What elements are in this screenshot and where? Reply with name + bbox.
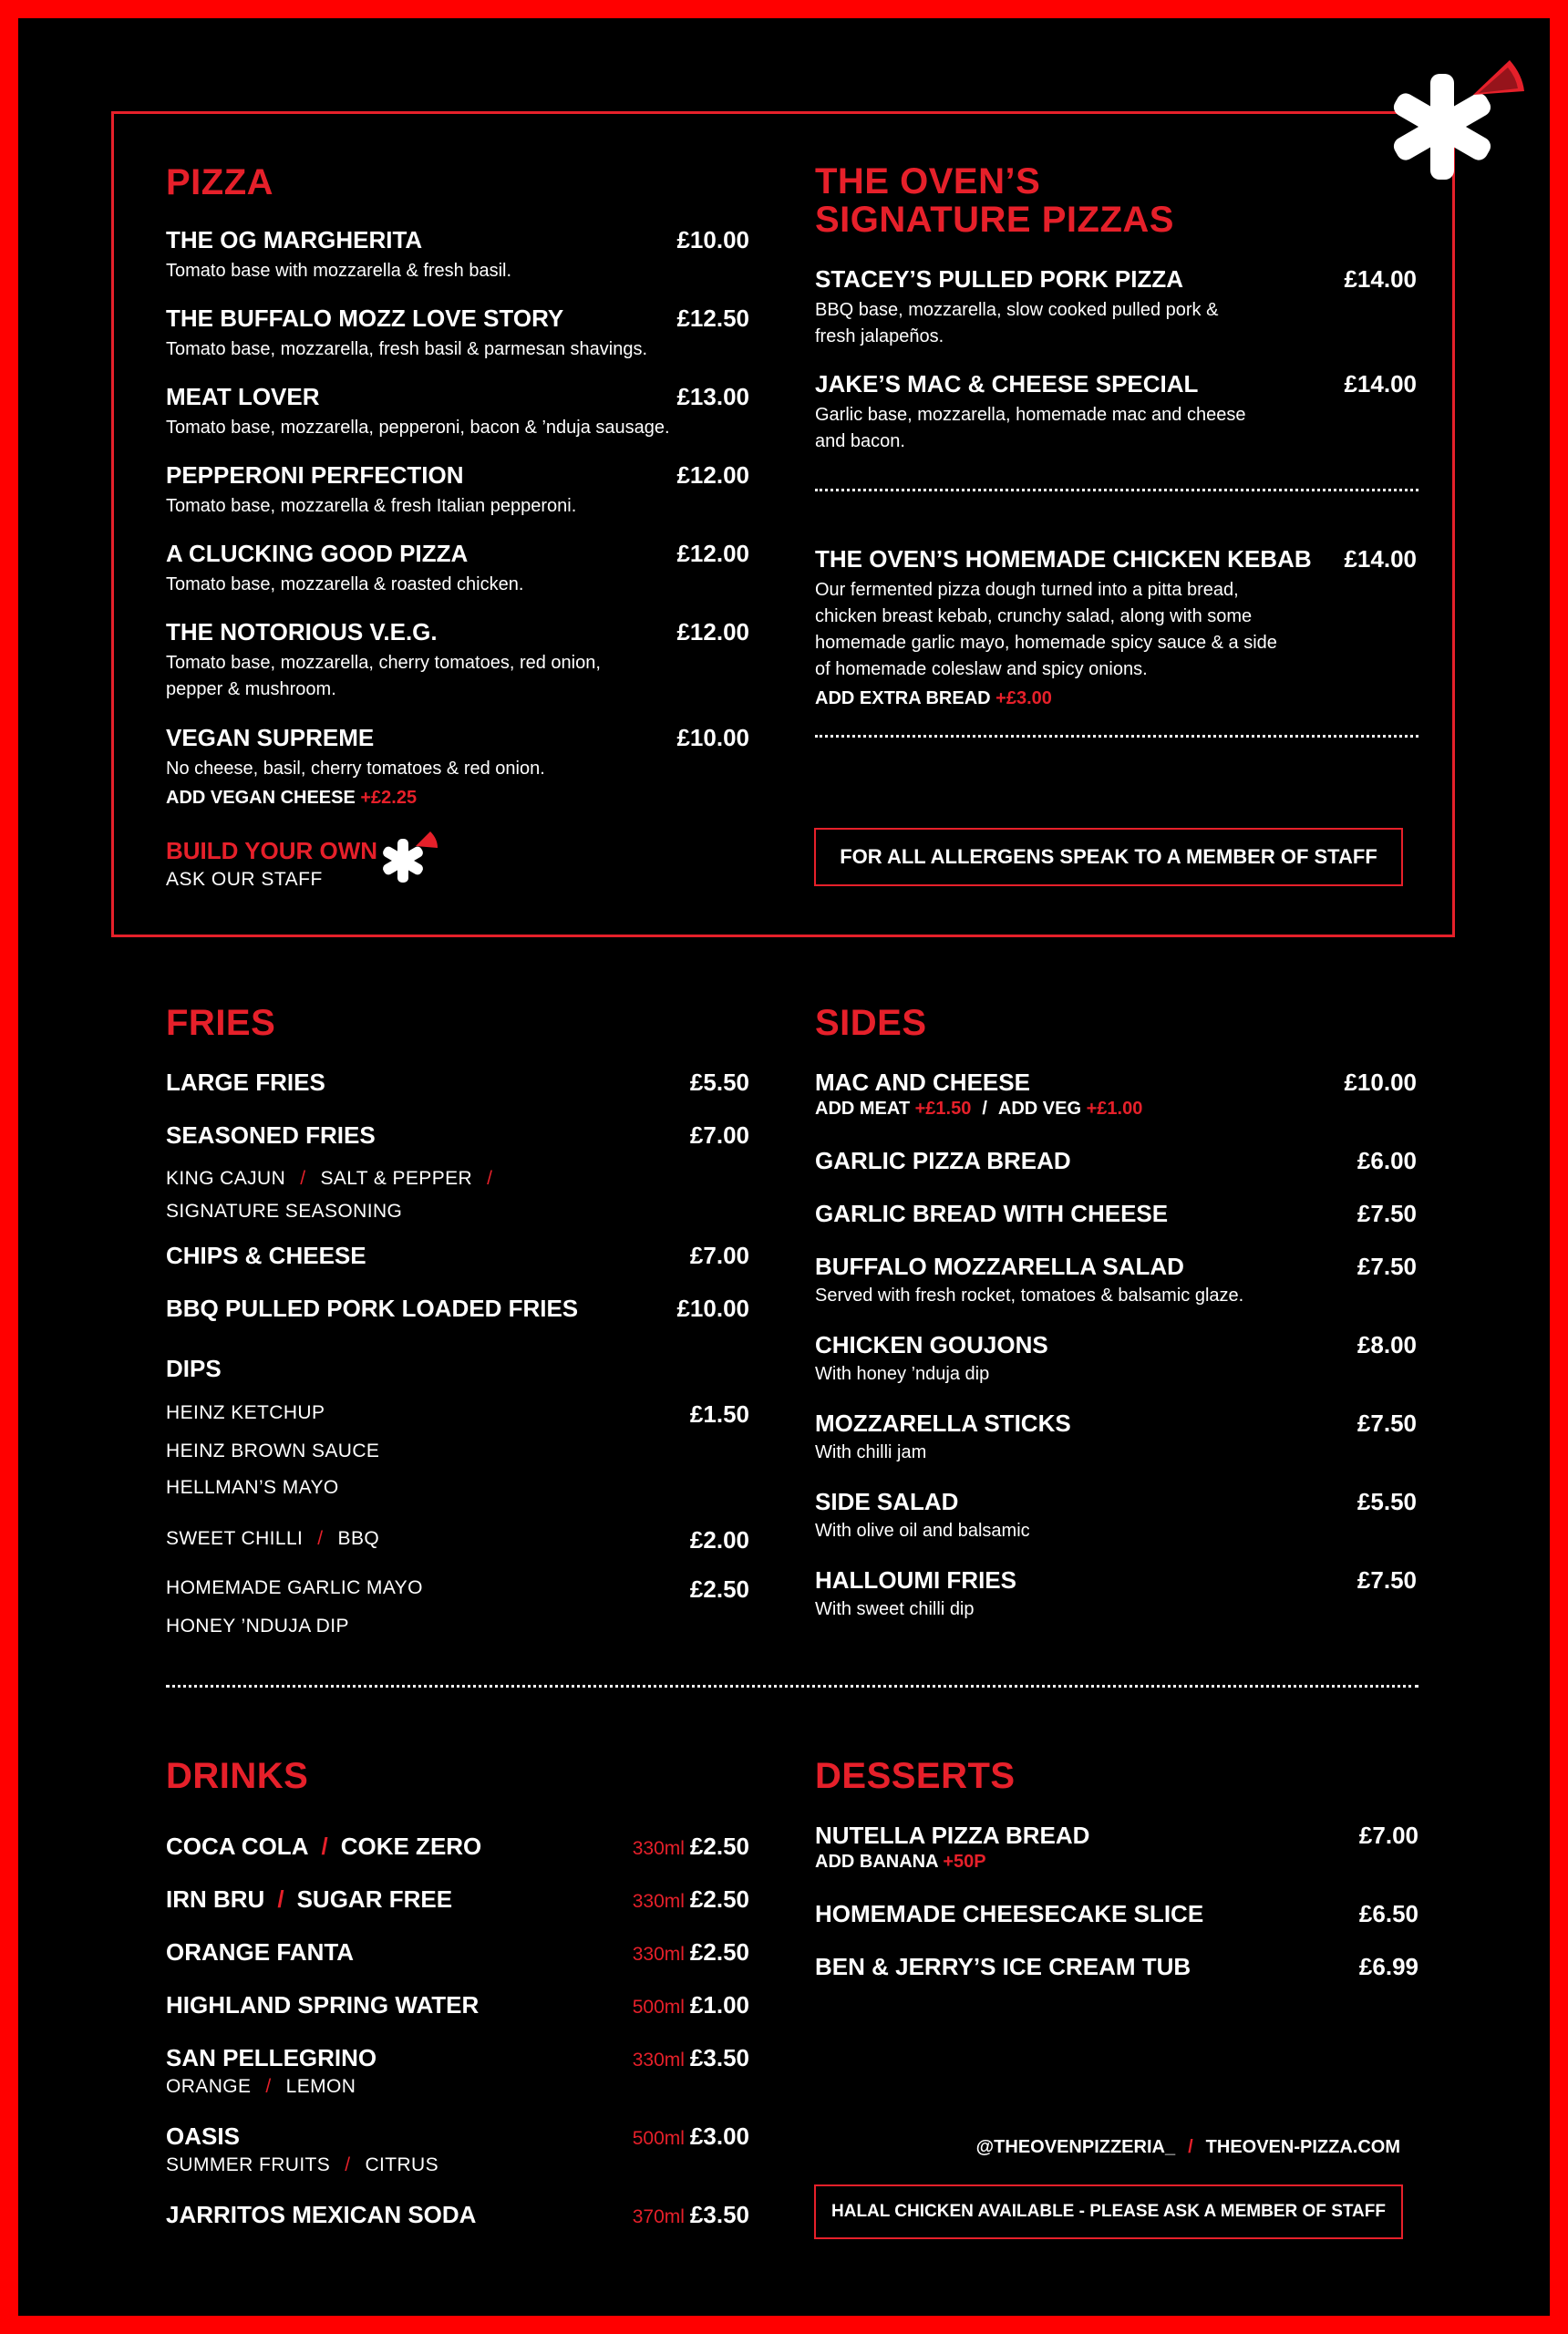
build-your-own xyxy=(166,837,377,891)
item-price: £13.00 xyxy=(676,383,749,410)
item-price: £14.00 xyxy=(1344,545,1417,573)
item-price: £6.50 xyxy=(1358,1900,1418,1927)
menu-page xyxy=(18,18,1550,2316)
sides-item xyxy=(815,1566,1417,1623)
option: SALT & PEPPER xyxy=(320,1168,473,1189)
option: SWEET CHILLI xyxy=(166,1528,304,1549)
drink-item xyxy=(166,2044,749,2098)
item-desc: Served with fresh rocket, tomatoes & balsamic glaze. xyxy=(815,1286,1244,1306)
drink-item xyxy=(166,1833,749,1861)
build-sub: ASK OUR STAFF xyxy=(166,869,323,890)
item-name: HIGHLAND SPRING WATER xyxy=(166,1991,480,2019)
item-price: £5.50 xyxy=(689,1069,749,1096)
option: BBQ xyxy=(337,1528,380,1549)
item-name: THE OVEN’S HOMEMADE CHICKEN KEBAB xyxy=(815,545,1312,573)
mac-addons: ADD MEAT +£1.50 / ADD VEG +£1.00 xyxy=(815,1099,1143,1119)
item-name: JAKE’S MAC & CHEESE SPECIAL xyxy=(815,370,1199,398)
item-price: £7.50 xyxy=(1357,1566,1417,1594)
social-handle[interactable]: @THEOVENPIZZERIA_ xyxy=(975,2137,1176,2157)
dip-row xyxy=(166,1526,749,1554)
item-name: SAN PELLEGRINO xyxy=(166,2044,377,2071)
drink-item xyxy=(166,1991,749,2019)
addon-label: ADD EXTRA BREAD xyxy=(815,688,991,708)
vegan-addon xyxy=(166,788,749,809)
item-name: MEAT LOVER xyxy=(166,383,320,410)
item-name: LARGE FRIES xyxy=(166,1069,325,1096)
drink-size: 330ml xyxy=(632,2050,685,2071)
dotted-divider xyxy=(166,1685,1418,1688)
drink-options: SUMMER FRUITS / CITRUS xyxy=(166,2154,439,2175)
item-desc: Our fermented pizza dough turned into a pitta bread, chicken breast kebab, crunchy salad, along with some homemade garlic mayo, homemade spicy sauce & a side of homemade coleslaw and spicy onions. xyxy=(815,580,1277,679)
item-price: £1.00 xyxy=(689,1991,749,2019)
item-desc: With sweet chilli dip xyxy=(815,1599,975,1619)
option: CITRUS xyxy=(365,2154,439,2175)
option: KING CAJUN xyxy=(166,1168,286,1189)
item-desc: With olive oil and balsamic xyxy=(815,1521,1030,1541)
item-name: BUFFALO MOZZARELLA SALAD xyxy=(815,1253,1184,1280)
banana-addon xyxy=(815,1852,1418,1873)
desserts-heading: DESSERTS xyxy=(815,1756,1016,1796)
item-desc: With honey ’nduja dip xyxy=(815,1364,990,1384)
dip-price: £1.50 xyxy=(689,1400,749,1428)
halal-notice: HALAL CHICKEN AVAILABLE - PLEASE ASK A MEMBER OF STAFF xyxy=(814,2184,1403,2239)
website-link[interactable]: THEOVEN-PIZZA.COM xyxy=(1205,2137,1400,2157)
item-price: £12.00 xyxy=(676,618,749,645)
item-price: £7.50 xyxy=(1357,1410,1417,1437)
fries-item xyxy=(166,1295,749,1323)
addon-label: ADD BANANA xyxy=(815,1852,938,1872)
dessert-item xyxy=(815,1953,1418,1981)
drink-size: 370ml xyxy=(632,2206,685,2227)
item-name: CHICKEN GOUJONS xyxy=(815,1331,1048,1358)
item-price: £14.00 xyxy=(1344,265,1417,293)
addon-price: +£1.00 xyxy=(1086,1099,1143,1119)
seasoning-options: KING CAJUN / SALT & PEPPER / SIGNATURE SEASONING xyxy=(166,1168,493,1222)
item-name: ORANGE FANTA xyxy=(166,1938,355,1966)
pizza-heading: PIZZA xyxy=(166,162,274,202)
option: SIGNATURE SEASONING xyxy=(166,1201,403,1222)
drinks-heading: DRINKS xyxy=(166,1756,309,1796)
item-price: £12.00 xyxy=(676,461,749,489)
addon-price: +£1.50 xyxy=(914,1099,972,1119)
dip-price: £2.00 xyxy=(689,1526,749,1554)
small-asterisk-icon xyxy=(377,824,441,888)
item-price: £7.50 xyxy=(1357,1200,1417,1227)
pizza-item xyxy=(166,383,749,441)
signature-item xyxy=(815,370,1417,455)
item-name: A CLUCKING GOOD PIZZA xyxy=(166,540,469,567)
dip-name: HEINZ KETCHUP xyxy=(166,1402,325,1423)
sides-item xyxy=(815,1069,1417,1120)
item-name: HALLOUMI FRIES xyxy=(815,1566,1016,1594)
item-price: £5.50 xyxy=(1357,1488,1417,1515)
addon-label: ADD MEAT xyxy=(815,1099,911,1119)
sides-item xyxy=(815,1253,1417,1309)
item-price: £10.00 xyxy=(676,724,749,751)
allergen-notice: FOR ALL ALLERGENS SPEAK TO A MEMBER OF STAFF xyxy=(814,828,1403,886)
item-name: OASIS xyxy=(166,2122,240,2150)
item-desc: Tomato base, mozzarella & roasted chicken. xyxy=(166,574,524,594)
fries-heading: FRIES xyxy=(166,1003,276,1043)
dip-row xyxy=(166,1400,749,1428)
pizza-item xyxy=(166,724,749,809)
item-price: £12.00 xyxy=(676,540,749,567)
item-name: BEN & JERRY’S ICE CREAM TUB xyxy=(815,1953,1191,1980)
item-desc: No cheese, basil, cherry tomatoes & red onion. xyxy=(166,759,545,779)
dip-name: HEINZ BROWN SAUCE xyxy=(166,1441,380,1461)
item-desc: Tomato base, mozzarella, fresh basil & parmesan shavings. xyxy=(166,339,648,359)
drink-item xyxy=(166,2122,749,2176)
option: LEMON xyxy=(285,2076,356,2097)
drink-name: IRN BRU xyxy=(166,1885,265,1913)
fries-item xyxy=(166,1121,749,1228)
item-name: MAC AND CHEESE xyxy=(815,1069,1030,1096)
item-name: SEASONED FRIES xyxy=(166,1121,376,1149)
item-name: THE OG MARGHERITA xyxy=(166,226,423,253)
item-name: HOMEMADE CHEESECAKE SLICE xyxy=(815,1900,1204,1927)
item-price: £7.00 xyxy=(1358,1822,1418,1849)
item-price: £6.00 xyxy=(1357,1147,1417,1174)
drink-size: 330ml xyxy=(632,1944,685,1965)
drink-size: 330ml xyxy=(632,1838,685,1859)
item-name: THE NOTORIOUS V.E.G. xyxy=(166,618,438,645)
drink-variant: SUGAR FREE xyxy=(296,1885,453,1913)
item-name: IRN BRU / SUGAR FREE xyxy=(166,1885,453,1913)
item-name: MOZZARELLA STICKS xyxy=(815,1410,1071,1437)
signature-heading-line2: SIGNATURE PIZZAS xyxy=(815,200,1174,240)
item-desc: Tomato base with mozzarella & fresh basil. xyxy=(166,261,512,281)
item-price: £8.00 xyxy=(1357,1331,1417,1358)
dip-price: £2.50 xyxy=(689,1575,749,1603)
item-price: £3.00 xyxy=(689,2122,749,2150)
sides-heading: SIDES xyxy=(815,1003,927,1043)
addon-label: ADD VEGAN CHEESE xyxy=(166,788,356,808)
drink-variant: COKE ZERO xyxy=(340,1833,482,1860)
dotted-divider xyxy=(815,735,1418,738)
dessert-item xyxy=(815,1822,1418,1873)
drink-size: 500ml xyxy=(632,1997,685,2018)
item-desc: With chilli jam xyxy=(815,1442,927,1462)
item-price: £10.00 xyxy=(676,226,749,253)
drink-size: 500ml xyxy=(632,2128,685,2149)
dip-name: HOMEMADE GARLIC MAYO xyxy=(166,1577,423,1598)
pizza-item xyxy=(166,461,749,520)
item-name: CHIPS & CHEESE xyxy=(166,1242,366,1269)
signature-heading-line1: THE OVEN’S xyxy=(815,161,1041,201)
item-price: £3.50 xyxy=(689,2201,749,2228)
pizza-item xyxy=(166,226,749,284)
social-links: @THEOVENPIZZERIA_ / THEOVEN-PIZZA.COM xyxy=(975,2137,1400,2157)
item-price: £2.50 xyxy=(689,1938,749,1966)
item-desc: BBQ base, mozzarella, slow cooked pulled pork & fresh jalapeños. xyxy=(815,300,1219,346)
item-name: JARRITOS MEXICAN SODA xyxy=(166,2201,477,2228)
item-name: PEPPERONI PERFECTION xyxy=(166,461,464,489)
addon-price: +50P xyxy=(943,1852,986,1872)
item-price: £12.50 xyxy=(676,305,749,332)
item-price: £7.00 xyxy=(689,1242,749,1269)
drink-item xyxy=(166,1938,749,1967)
addon-price: +£3.00 xyxy=(995,688,1052,708)
asterisk-logo-icon xyxy=(1386,40,1532,195)
item-name: BBQ PULLED PORK LOADED FRIES xyxy=(166,1295,579,1322)
dip-name: HELLMAN’S MAYO xyxy=(166,1477,339,1498)
bread-addon xyxy=(815,688,1417,709)
item-price: £7.50 xyxy=(1357,1253,1417,1280)
sides-item xyxy=(815,1147,1417,1175)
addon-price: +£2.25 xyxy=(360,788,418,808)
fries-item xyxy=(166,1069,749,1097)
sides-item xyxy=(815,1488,1417,1544)
item-price: £6.99 xyxy=(1358,1953,1418,1980)
build-title: BUILD YOUR OWN xyxy=(166,837,378,864)
drink-size: 330ml xyxy=(632,1891,685,1912)
option: SUMMER FRUITS xyxy=(166,2154,331,2175)
item-price: £10.00 xyxy=(676,1295,749,1322)
item-name: GARLIC BREAD WITH CHEESE xyxy=(815,1200,1169,1227)
item-desc: Tomato base, mozzarella & fresh Italian pepperoni. xyxy=(166,496,577,516)
sides-item xyxy=(815,1200,1417,1228)
fries-item xyxy=(166,1242,749,1270)
kebab-item xyxy=(815,545,1417,709)
item-name: NUTELLA PIZZA BREAD xyxy=(815,1822,1090,1849)
item-price: £2.50 xyxy=(689,1885,749,1913)
signature-item xyxy=(815,265,1417,350)
pizza-item xyxy=(166,540,749,598)
drink-name: COCA COLA xyxy=(166,1833,309,1860)
drink-options: ORANGE / LEMON xyxy=(166,2076,356,2097)
item-name: SIDE SALAD xyxy=(815,1488,959,1515)
item-name: VEGAN SUPREME xyxy=(166,724,375,751)
item-price: £10.00 xyxy=(1344,1069,1417,1096)
dip-row xyxy=(166,1575,749,1603)
signature-heading xyxy=(815,162,1174,239)
dip-name: HONEY ’NDUJA DIP xyxy=(166,1616,349,1637)
item-name: GARLIC PIZZA BREAD xyxy=(815,1147,1071,1174)
item-price: £3.50 xyxy=(689,2044,749,2071)
pizza-item xyxy=(166,618,749,703)
drink-item xyxy=(166,1885,749,1914)
addon-label: ADD VEG xyxy=(997,1099,1082,1119)
item-price: £7.00 xyxy=(689,1121,749,1149)
sides-item xyxy=(815,1410,1417,1466)
dotted-divider xyxy=(815,489,1418,491)
item-price: £14.00 xyxy=(1344,370,1417,398)
item-desc: Garlic base, mozzarella, homemade mac and cheese and bacon. xyxy=(815,405,1246,451)
item-name: STACEY’S PULLED PORK PIZZA xyxy=(815,265,1183,293)
item-name: THE BUFFALO MOZZ LOVE STORY xyxy=(166,305,564,332)
drink-item xyxy=(166,2201,749,2229)
option: ORANGE xyxy=(166,2076,252,2097)
pizza-item xyxy=(166,305,749,363)
item-desc: Tomato base, mozzarella, pepperoni, bacon & ’nduja sausage. xyxy=(166,418,670,438)
sides-item xyxy=(815,1331,1417,1388)
dessert-item xyxy=(815,1900,1418,1928)
item-name: COCA COLA / COKE ZERO xyxy=(166,1833,482,1860)
item-price: £2.50 xyxy=(689,1833,749,1860)
dip-name: SWEET CHILLI / BBQ xyxy=(166,1528,380,1549)
dips-heading: DIPS xyxy=(166,1355,222,1382)
item-desc: Tomato base, mozzarella, cherry tomatoes, red onion, pepper & mushroom. xyxy=(166,653,601,699)
